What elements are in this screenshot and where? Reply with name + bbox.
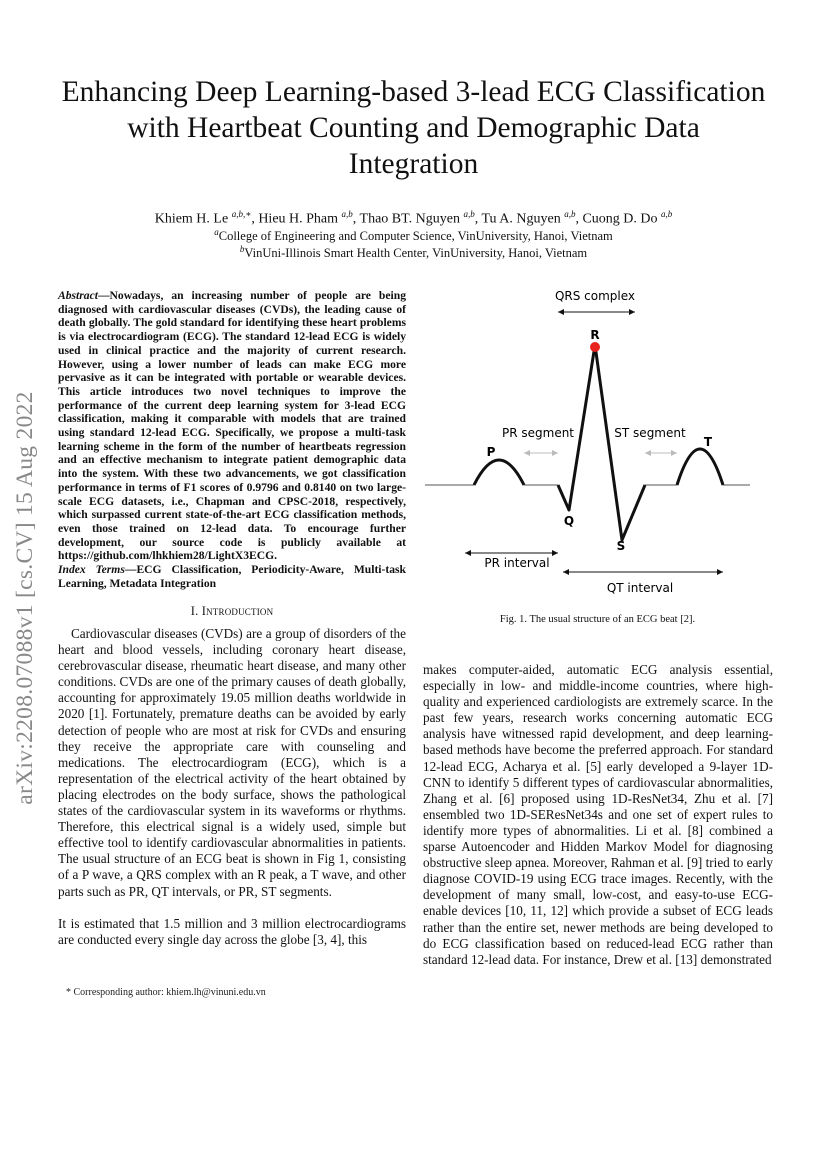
index-terms-text: —ECG Classification, Periodicity-Aware, Multi-task Learning, Metadata Integration (58, 563, 407, 590)
qrs-complex-label: QRS complex (554, 289, 636, 303)
s-label: S (616, 539, 626, 553)
author-list: Khiem H. Le $^{a,b,∗}$, Hieu H. Pham $^{a,b}$, Thao BT. Nguyen $^{a,b}$, Tu A. Nguyen $^{a,b}$, Cuong D. Do $^{a,b}$ (154, 209, 673, 227)
q-label: Q (563, 514, 575, 528)
r-peak-marker (590, 342, 600, 352)
body-column-right (423, 662, 773, 968)
author: Thao BT. Nguyen (359, 211, 460, 227)
paragraph: makes computer-aided, automatic ECG analysis essential, especially in low- and middle-income countries, where high-quality and experienced cardiologists are extremely scarce. In the past few years, research works concerning automatic ECG analysis have witnessed rapid development, and deep learning-based methods have become the preferred approach. For standard 12-lead ECG, Acharya et al. [5] early developed a 9-layer 1D-CNN to identify 5 different types of cardiovascular abnormalities, Zhang et al. [6] proposed using 1D-ResNet34, Zhu et al. [7] ensembled two 1D-SEResNet34s and one set of expert rules to identify more types of abnormalities. Li et al. [8] combined a sparse Autoencoder and Hidden Markov Model for diagnosing obstructive sleep apnea. Moreover, Rahman et al. [9] tried to early diagnose COVID-19 using ECG trace images. Recently, with the development of many small, low-cost, and easy-to-use ECG-enable devices [10, 11, 12] which provide a subset of ECG leads rather than the entire set, newer methods are being developed to do ECG classification based on reduced-lead ECG rather than standard 12-lead data. For instance, Drew et al. [13] demonstrated (423, 662, 773, 967)
paper-title: Enhancing Deep Learning-based 3-lead ECG Classification with Heartbeat Counting and Demographic Data Integration (61, 76, 766, 180)
paragraph: It is estimated that 1.5 million and 3 million electrocardiograms are conducted every single day across the globe [3, 4], this (58, 915, 406, 947)
author-affiliation-mark: a,b (661, 209, 673, 219)
author: Cuong D. Do (582, 211, 658, 227)
figure-caption: Fig. 1. The usual structure of an ECG beat [2]. (499, 614, 696, 625)
index-terms-label: Index Terms (58, 563, 125, 577)
ecg-diagram (425, 285, 770, 605)
p-label: P (486, 445, 496, 459)
pr-segment-label: PR segment (501, 426, 575, 440)
t-wave (677, 449, 723, 485)
affiliation-mark: b (239, 244, 245, 254)
section-number: I. (190, 604, 199, 618)
author-affiliation-mark: a,b,∗ (231, 209, 252, 219)
section-heading (58, 604, 406, 619)
p-wave (474, 460, 524, 485)
abstract (58, 289, 406, 590)
affiliation (60, 241, 767, 261)
author: Tu A. Nguyen (481, 211, 561, 227)
arxiv-identifier: arXiv:2208.07088v1 [cs.CV] 15 Aug 2022 (12, 391, 38, 805)
abstract-text: —Nowadays, an increasing number of people are being diagnosed with cardiovascular diseases (CVDs), the leading cause of death globally. The gold standard for identifying these heart problems is via electrocardiogram (ECG). The standard 12-lead ECG is widely used in clinical practice and the majority of current research. However, using a lower number of leads can make ECG more pervasive as it can be integrated with portable or wearable devices. This article introduces two novel techniques to improve the performance of the current deep learning system for 3-lead ECG classification, making it comparable with models that are trained using standard 12-lead ECG. Specifically, we propose a multi-task learning scheme in the form of the number of heartbeats regression and an effective mechanism to integrate patient demographic data into the system. With these two advancements, we got classification performance in terms of F1 scores of 0.9796 and 0.8140 on two large-scale ECG datasets, i.e., Chapman and CPSC-2018, respectively, which surpassed current state-of-the-art ECG classification methods, even those trained on 12-lead data. To encourage further development, our source code is publicly available at https://github.com/lhkhiem28/LightX3ECG. (58, 289, 406, 563)
author-affiliation-mark: a,b (341, 209, 353, 219)
affiliation-mark: a (214, 227, 219, 237)
author: Khiem H. Le (154, 211, 229, 227)
r-label: R (590, 328, 600, 342)
st-segment-label: ST segment (614, 426, 686, 440)
author-affiliation-mark: a,b (564, 209, 576, 219)
qt-interval-label: QT interval (606, 581, 674, 595)
abstract-label: Abstract (58, 289, 98, 302)
paragraph: Cardiovascular diseases (CVDs) are a group of disorders of the heart and blood vessels, including coronary heart disease, cerebrovascular disease, rheumatic heart disease, and many other conditions. CVDs are one of the primary causes of death globally, accounting for approximately 19.05 million deaths worldwide in 2020 [1]. Fortunately, premature deaths can be avoided by early detection of people who are most at risk for CVDs and ensuring they receive the appropriate care with counseling and medications. The electrocardiogram (ECG), which is a representation of the electrical activity of the heart obtained by placing electrodes on the body surface, shows the pathological states of the cardiovascular system in its waveforms or rhythms. Therefore, this electrical signal is a widely used, simple but effective tool to identify cardiovascular abnormalities in patients. The usual structure of an ECG beat is shown in Fig 1, consisting of a P wave, a QRS complex with an R peak, a T wave, and other parts such as PR, QT intervals, or PR, ST segments. (58, 626, 406, 899)
author: Hieu H. Pham (258, 211, 339, 227)
qrs-wave (558, 345, 645, 540)
affiliation-text: VinUni-Illinois Smart Health Center, VinUniversity, Hanoi, Vietnam (244, 246, 588, 261)
body-column-left (58, 626, 406, 948)
ecg-figure (425, 285, 770, 605)
pr-interval-label: PR interval (484, 556, 550, 570)
footnote: * Corresponding author: khiem.lh@vinuni.edu.vn (66, 987, 266, 998)
affiliation-text: College of Engineering and Computer Science, VinUniversity, Hanoi, Vietnam (218, 229, 613, 244)
author-affiliation-mark: a,b (463, 209, 475, 219)
t-label: T (703, 435, 713, 449)
section-title: Introduction (201, 604, 274, 618)
